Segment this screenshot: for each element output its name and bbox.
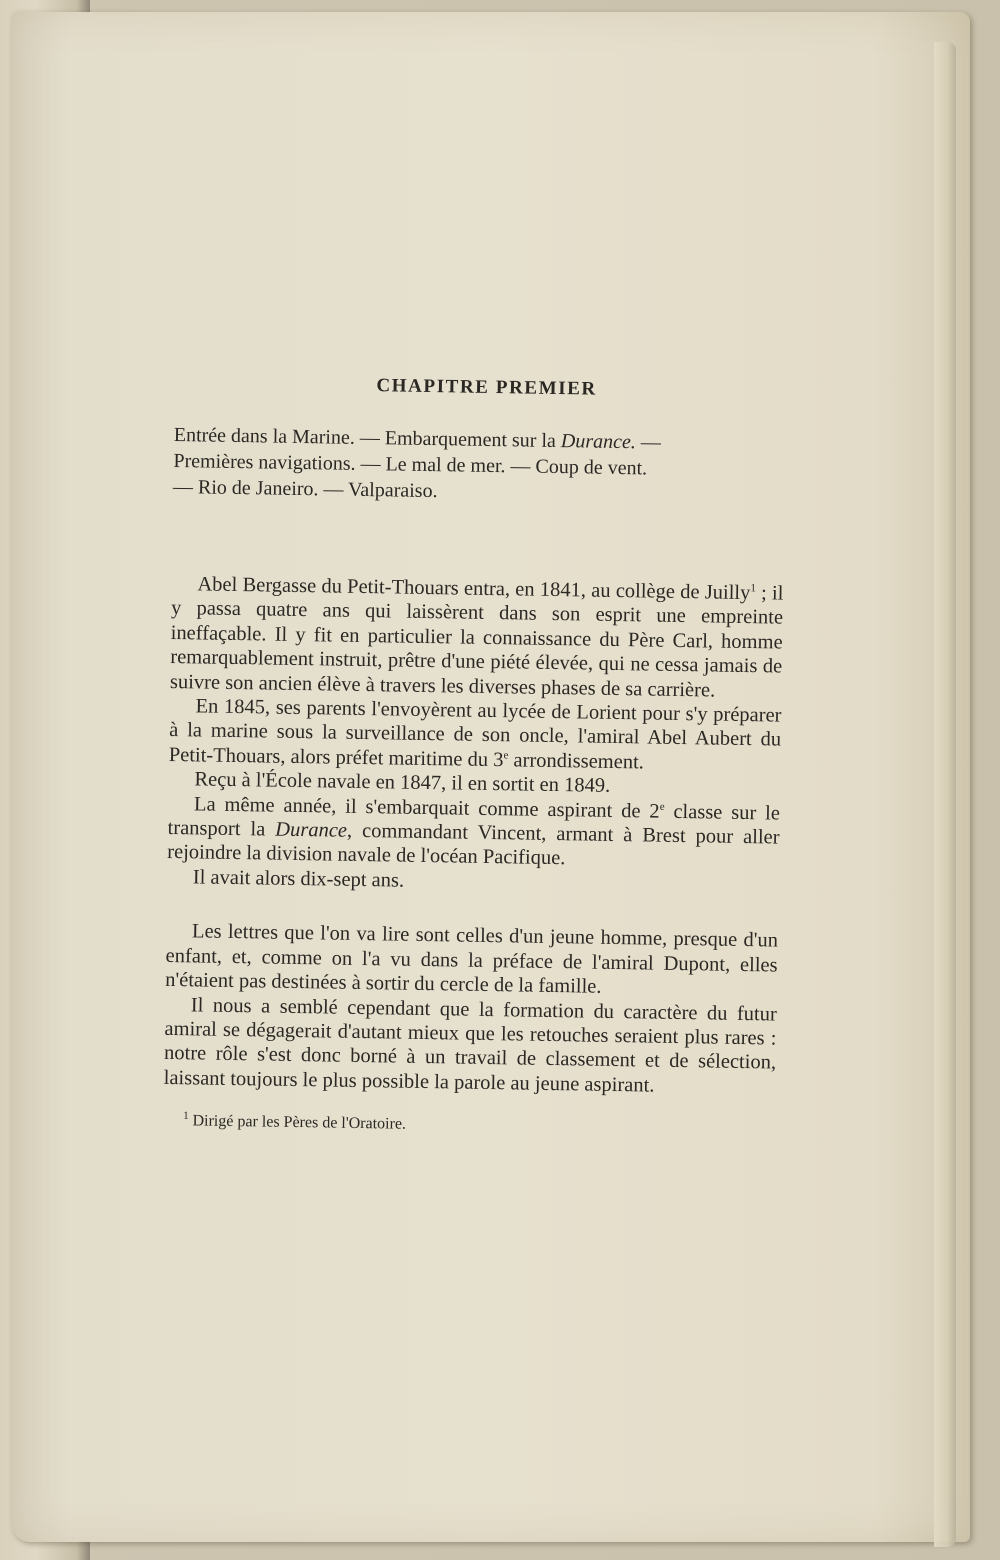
chapter-summary [173,422,786,510]
summary-line-1-dash: — [635,431,662,454]
paragraph-4-text-a: La même année, il s'embarquait comme aspirant de 2 [193,793,660,823]
paragraph-4-text-b: classe sur le transport la [167,800,781,841]
paragraph-7: Il nous a semblé cependant que la formation du caractère du futur amiral se dégagerait d'autant mieux que les retouches seraient plus rares : notre rôle s'est donc borné à un travail de classement et de sélection, laissant toujours le plus possible la parole au jeune aspirant. [163,993,777,1097]
page-stack-edge [934,42,956,1547]
footnote-text: Dirigé par les Pères de l'Oratoire. [188,1112,407,1133]
summary-line-1-text: Entrée dans la Marine. — Embarquement sur la [173,423,562,453]
paragraph-4-superscript: e [659,800,665,813]
summary-line-3: — Rio de Janeiro. — Valparaiso. [172,475,438,503]
chapter-title: CHAPITRE PREMIER [376,375,597,400]
paragraph-3: Reçu à l'École navale en 1847, il en sortit en 1849. [194,768,611,798]
paragraph-1 [170,572,784,704]
summary-line-2: Premières navigations. — Le mal de mer. — Coup de vent. [173,449,648,480]
paragraph-1-text-a: Abel Bergasse du Petit-Thouars entra, en 1841, au collège de Juilly [197,573,751,605]
page-text [163,360,787,1140]
paragraph-2-superscript: e [503,749,509,762]
footnote-mark: 1 [183,1110,189,1123]
summary-ship-name: Durance. [560,430,637,454]
paragraph-4 [167,792,780,875]
paragraph-2-text-a: En 1845, ses parents l'envoyèrent au lycée de Lorient pour s'y préparer à la marine sous la surveillance de son oncle, l'amiral Abel Aubert du Petit-Thouars, alors préfet maritime du 3 [168,695,782,772]
paragraph-5: Il avait alors dix-sept ans. [192,866,405,892]
paragraph-1-text-b: ; il y passa quatre ans qui laissèrent dans son esprit une empreinte ineffaçable. Il y fit en particulier la connaissance du Père Carl, homme remarquablement instruit, prêtre d'une piété élevée, qui ne cessa jamais de suivre son ancien élève à travers les diverses phases de sa carrière. [169,582,784,702]
paragraph-4-text-c: , commandant Vincent, armant à Brest pour aller rejoindre la division navale de l'océan Pacifique. [167,819,780,870]
footnote-reference: 1 [750,582,757,595]
paragraph-2-text-b: arrondissement. [508,749,645,774]
paragraph-4-ship-name: Durance [275,818,348,842]
paragraph-6: Les lettres que l'on va lire sont celles d'un jeune homme, presque d'un enfant, et, comme on l'a vu dans la préface de l'amiral Dupont, elles n'étaient pas destinées à sortir du cercle de la famille. [165,920,779,998]
paragraph-2 [169,694,782,777]
